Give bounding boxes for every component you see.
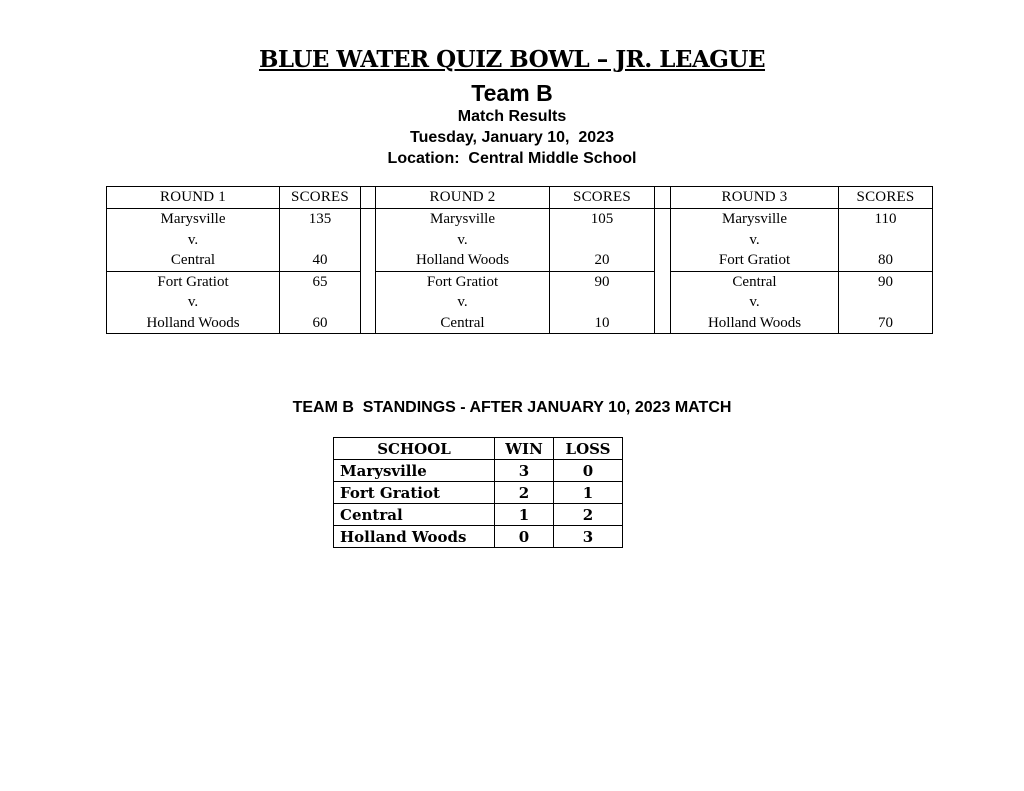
- score-spacer: [550, 230, 655, 251]
- match-results-table: [106, 186, 933, 334]
- team-name: Marysville: [107, 209, 280, 230]
- table-row: [334, 482, 623, 504]
- score-spacer: [280, 230, 361, 251]
- round-1-scores-header: SCORES: [280, 187, 361, 209]
- score: 90: [550, 271, 655, 292]
- win-count: 3: [495, 460, 554, 482]
- team-name: Holland Woods: [671, 313, 839, 334]
- score-spacer: [550, 292, 655, 313]
- round-2-header: ROUND 2: [376, 187, 550, 209]
- standings-title: TEAM B STANDINGS - AFTER JANUARY 10, 2023 MATCH: [292, 399, 732, 416]
- loss-count: 2: [554, 504, 623, 526]
- round-gap: [361, 209, 376, 334]
- school-name: Holland Woods: [334, 526, 495, 548]
- match-date: Tuesday, January 10, 2023: [410, 129, 614, 146]
- table-row: [334, 526, 623, 548]
- score: 40: [280, 250, 361, 271]
- score-spacer: [839, 292, 933, 313]
- game-2-row-team1: [107, 271, 933, 292]
- team-name: Fort Gratiot: [376, 271, 550, 292]
- score: 80: [839, 250, 933, 271]
- team-name: Central: [107, 250, 280, 271]
- score-spacer: [839, 230, 933, 251]
- score: 70: [839, 313, 933, 334]
- team-name: Holland Woods: [107, 313, 280, 334]
- score: 105: [550, 209, 655, 230]
- loss-header: LOSS: [554, 438, 623, 460]
- loss-count: 0: [554, 460, 623, 482]
- game-2-row-team2: [107, 313, 933, 334]
- team-name: Central: [671, 271, 839, 292]
- match-location: Location: Central Middle School: [387, 150, 637, 167]
- versus-label: v.: [107, 292, 280, 313]
- league-title: BLUE WATER QUIZ BOWL – JR. LEAGUE: [258, 46, 766, 73]
- versus-label: v.: [376, 230, 550, 251]
- score: 110: [839, 209, 933, 230]
- score: 60: [280, 313, 361, 334]
- round-gap: [361, 187, 376, 209]
- score: 10: [550, 313, 655, 334]
- round-3-scores-header: SCORES: [839, 187, 933, 209]
- round-2-scores-header: SCORES: [550, 187, 655, 209]
- win-count: 1: [495, 504, 554, 526]
- score: 135: [280, 209, 361, 230]
- school-name: Fort Gratiot: [334, 482, 495, 504]
- loss-count: 1: [554, 482, 623, 504]
- versus-label: v.: [671, 292, 839, 313]
- round-gap: [655, 187, 671, 209]
- team-name: Holland Woods: [376, 250, 550, 271]
- round-1-header: ROUND 1: [107, 187, 280, 209]
- round-3-header: ROUND 3: [671, 187, 839, 209]
- team-name: Fort Gratiot: [107, 271, 280, 292]
- win-header: WIN: [495, 438, 554, 460]
- results-header-row: [107, 187, 933, 209]
- score: 90: [839, 271, 933, 292]
- team-name: Fort Gratiot: [671, 250, 839, 271]
- school-header: SCHOOL: [334, 438, 495, 460]
- game-1-row-team2: [107, 250, 933, 271]
- table-row: [334, 460, 623, 482]
- school-name: Marysville: [334, 460, 495, 482]
- standings-table: [333, 437, 623, 548]
- win-count: 2: [495, 482, 554, 504]
- team-name: Marysville: [671, 209, 839, 230]
- win-count: 0: [495, 526, 554, 548]
- game-1-row-team1: [107, 209, 933, 230]
- team-name: Marysville: [376, 209, 550, 230]
- score-spacer: [280, 292, 361, 313]
- loss-count: 3: [554, 526, 623, 548]
- game-2-row-vs: [107, 292, 933, 313]
- score: 65: [280, 271, 361, 292]
- versus-label: v.: [376, 292, 550, 313]
- standings-header-row: [334, 438, 623, 460]
- game-1-row-vs: [107, 230, 933, 251]
- table-row: [334, 504, 623, 526]
- school-name: Central: [334, 504, 495, 526]
- match-results-subtitle: Match Results: [457, 108, 567, 125]
- team-name: Central: [376, 313, 550, 334]
- team-title: Team B: [471, 80, 553, 106]
- score: 20: [550, 250, 655, 271]
- versus-label: v.: [671, 230, 839, 251]
- round-gap: [655, 209, 671, 334]
- versus-label: v.: [107, 230, 280, 251]
